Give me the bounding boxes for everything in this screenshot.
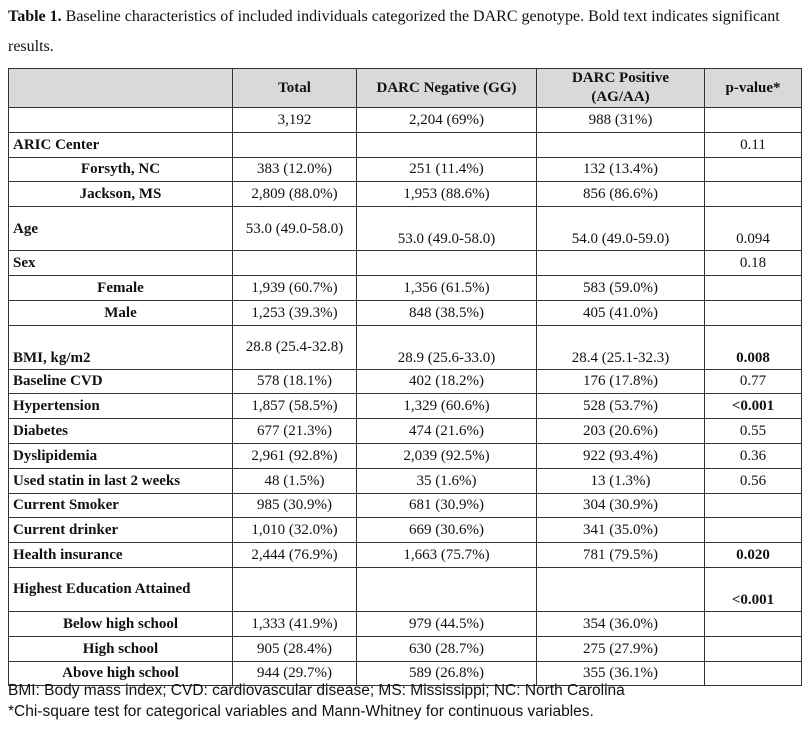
row-label: ARIC Center bbox=[9, 132, 233, 157]
cell-total: 1,333 (41.9%) bbox=[233, 611, 357, 636]
cell-total: 985 (30.9%) bbox=[233, 493, 357, 518]
cell-negative: 669 (30.6%) bbox=[357, 518, 537, 543]
table-row bbox=[9, 251, 802, 276]
cell-total: 677 (21.3%) bbox=[233, 419, 357, 444]
cell-total: 944 (29.7%) bbox=[233, 661, 357, 686]
row-label: Female bbox=[9, 275, 233, 300]
row-label: High school bbox=[9, 636, 233, 661]
table-row bbox=[9, 325, 802, 369]
cell-p: <0.001 bbox=[705, 567, 802, 611]
cell-total bbox=[233, 567, 357, 611]
row-label: BMI, kg/m2 bbox=[9, 325, 233, 369]
row-label: Current Smoker bbox=[9, 493, 233, 518]
cell-p: 0.008 bbox=[705, 325, 802, 369]
cell-total: 905 (28.4%) bbox=[233, 636, 357, 661]
cell-total: 28.8 (25.4-32.8) bbox=[233, 325, 357, 369]
table-row bbox=[9, 419, 802, 444]
cell-negative: 681 (30.9%) bbox=[357, 493, 537, 518]
statistical-test-note: *Chi-square test for categorical variables and Mann-Whitney for continuous variables. bbox=[8, 703, 594, 720]
table-row bbox=[9, 369, 802, 394]
row-label: Health insurance bbox=[9, 543, 233, 568]
cell-total: 1,253 (39.3%) bbox=[233, 300, 357, 325]
table-row bbox=[9, 518, 802, 543]
row-label: Forsyth, NC bbox=[9, 157, 233, 182]
cell-negative: 1,663 (75.7%) bbox=[357, 543, 537, 568]
cell-negative: 35 (1.6%) bbox=[357, 468, 537, 493]
table-row bbox=[9, 394, 802, 419]
cell-p: 0.020 bbox=[705, 543, 802, 568]
cell-negative bbox=[357, 251, 537, 276]
cell-p: 0.77 bbox=[705, 369, 802, 394]
cell-total: 578 (18.1%) bbox=[233, 369, 357, 394]
cell-negative: 848 (38.5%) bbox=[357, 300, 537, 325]
cell-positive: 54.0 (49.0-59.0) bbox=[537, 207, 705, 251]
cell-p bbox=[705, 108, 802, 133]
table-row bbox=[9, 108, 802, 133]
row-label: Used statin in last 2 weeks bbox=[9, 468, 233, 493]
cell-positive: 13 (1.3%) bbox=[537, 468, 705, 493]
row-label: Current drinker bbox=[9, 518, 233, 543]
cell-p: 0.11 bbox=[705, 132, 802, 157]
cell-negative: 589 (26.8%) bbox=[357, 661, 537, 686]
cell-total: 383 (12.0%) bbox=[233, 157, 357, 182]
cell-positive: 341 (35.0%) bbox=[537, 518, 705, 543]
baseline-table bbox=[8, 68, 802, 686]
table-row bbox=[9, 493, 802, 518]
cell-p bbox=[705, 300, 802, 325]
cell-total: 2,444 (76.9%) bbox=[233, 543, 357, 568]
cell-negative: 630 (28.7%) bbox=[357, 636, 537, 661]
row-label: Hypertension bbox=[9, 394, 233, 419]
cell-negative: 474 (21.6%) bbox=[357, 419, 537, 444]
cell-negative: 251 (11.4%) bbox=[357, 157, 537, 182]
cell-positive: 275 (27.9%) bbox=[537, 636, 705, 661]
cell-p bbox=[705, 182, 802, 207]
cell-negative: 979 (44.5%) bbox=[357, 611, 537, 636]
table-row bbox=[9, 182, 802, 207]
table-row bbox=[9, 300, 802, 325]
cell-negative: 53.0 (49.0-58.0) bbox=[357, 207, 537, 251]
cell-negative: 2,204 (69%) bbox=[357, 108, 537, 133]
row-label: Male bbox=[9, 300, 233, 325]
row-label: Jackson, MS bbox=[9, 182, 233, 207]
caption-label: Table 1. bbox=[8, 8, 62, 25]
cell-negative: 28.9 (25.6-33.0) bbox=[357, 325, 537, 369]
cell-total: 3,192 bbox=[233, 108, 357, 133]
cell-p bbox=[705, 636, 802, 661]
cell-total: 48 (1.5%) bbox=[233, 468, 357, 493]
cell-positive: 203 (20.6%) bbox=[537, 419, 705, 444]
cell-negative: 1,356 (61.5%) bbox=[357, 275, 537, 300]
cell-positive: 28.4 (25.1-32.3) bbox=[537, 325, 705, 369]
cell-total: 1,010 (32.0%) bbox=[233, 518, 357, 543]
cell-total: 53.0 (49.0-58.0) bbox=[233, 207, 357, 251]
table-row bbox=[9, 543, 802, 568]
cell-positive: 355 (36.1%) bbox=[537, 661, 705, 686]
row-label: Highest Education Attained bbox=[9, 567, 233, 611]
row-label: Baseline CVD bbox=[9, 369, 233, 394]
cell-negative: 402 (18.2%) bbox=[357, 369, 537, 394]
row-label: Sex bbox=[9, 251, 233, 276]
cell-p: 0.094 bbox=[705, 207, 802, 251]
cell-negative: 1,329 (60.6%) bbox=[357, 394, 537, 419]
caption-text: Baseline characteristics of included individuals categorized the DARC genotype. Bold text indicates significant results. bbox=[8, 8, 780, 55]
cell-positive bbox=[537, 251, 705, 276]
row-label: Above high school bbox=[9, 661, 233, 686]
table-row bbox=[9, 443, 802, 468]
header-darc-negative: DARC Negative (GG) bbox=[357, 69, 537, 108]
cell-p: 0.55 bbox=[705, 419, 802, 444]
table-row bbox=[9, 132, 802, 157]
cell-positive: 583 (59.0%) bbox=[537, 275, 705, 300]
row-label bbox=[9, 108, 233, 133]
cell-positive: 132 (13.4%) bbox=[537, 157, 705, 182]
cell-positive: 988 (31%) bbox=[537, 108, 705, 133]
table-row bbox=[9, 207, 802, 251]
cell-positive: 922 (93.4%) bbox=[537, 443, 705, 468]
cell-total bbox=[233, 132, 357, 157]
cell-negative bbox=[357, 132, 537, 157]
row-label: Below high school bbox=[9, 611, 233, 636]
cell-total: 1,939 (60.7%) bbox=[233, 275, 357, 300]
table-row bbox=[9, 567, 802, 611]
cell-total: 2,809 (88.0%) bbox=[233, 182, 357, 207]
cell-p bbox=[705, 611, 802, 636]
row-label: Dyslipidemia bbox=[9, 443, 233, 468]
cell-negative bbox=[357, 567, 537, 611]
table-row bbox=[9, 611, 802, 636]
cell-positive: 304 (30.9%) bbox=[537, 493, 705, 518]
cell-total bbox=[233, 251, 357, 276]
table-caption bbox=[8, 2, 800, 62]
cell-positive: 856 (86.6%) bbox=[537, 182, 705, 207]
cell-p bbox=[705, 275, 802, 300]
cell-p: 0.56 bbox=[705, 468, 802, 493]
cell-p bbox=[705, 493, 802, 518]
cell-p: <0.001 bbox=[705, 394, 802, 419]
cell-positive: 781 (79.5%) bbox=[537, 543, 705, 568]
table-row bbox=[9, 636, 802, 661]
header-total: Total bbox=[233, 69, 357, 108]
cell-positive bbox=[537, 132, 705, 157]
header-p-value: p-value* bbox=[705, 69, 802, 108]
row-label: Diabetes bbox=[9, 419, 233, 444]
header-row bbox=[9, 69, 802, 108]
table-row bbox=[9, 157, 802, 182]
cell-p bbox=[705, 518, 802, 543]
header-darc-positive: DARC Positive (AG/AA) bbox=[537, 69, 705, 108]
row-label: Age bbox=[9, 207, 233, 251]
table-row bbox=[9, 275, 802, 300]
cell-positive: 176 (17.8%) bbox=[537, 369, 705, 394]
cell-p bbox=[705, 157, 802, 182]
table-row bbox=[9, 468, 802, 493]
cell-total: 2,961 (92.8%) bbox=[233, 443, 357, 468]
cell-p: 0.36 bbox=[705, 443, 802, 468]
abbreviations-note: BMI: Body mass index; CVD: cardiovascular disease; MS: Mississippi; NC: North Carolina bbox=[8, 682, 625, 699]
cell-negative: 2,039 (92.5%) bbox=[357, 443, 537, 468]
cell-positive: 405 (41.0%) bbox=[537, 300, 705, 325]
cell-p: 0.18 bbox=[705, 251, 802, 276]
cell-total: 1,857 (58.5%) bbox=[233, 394, 357, 419]
cell-positive: 528 (53.7%) bbox=[537, 394, 705, 419]
cell-negative: 1,953 (88.6%) bbox=[357, 182, 537, 207]
table-footnotes bbox=[8, 680, 800, 722]
cell-positive: 354 (36.0%) bbox=[537, 611, 705, 636]
cell-positive bbox=[537, 567, 705, 611]
header-blank bbox=[9, 69, 233, 108]
